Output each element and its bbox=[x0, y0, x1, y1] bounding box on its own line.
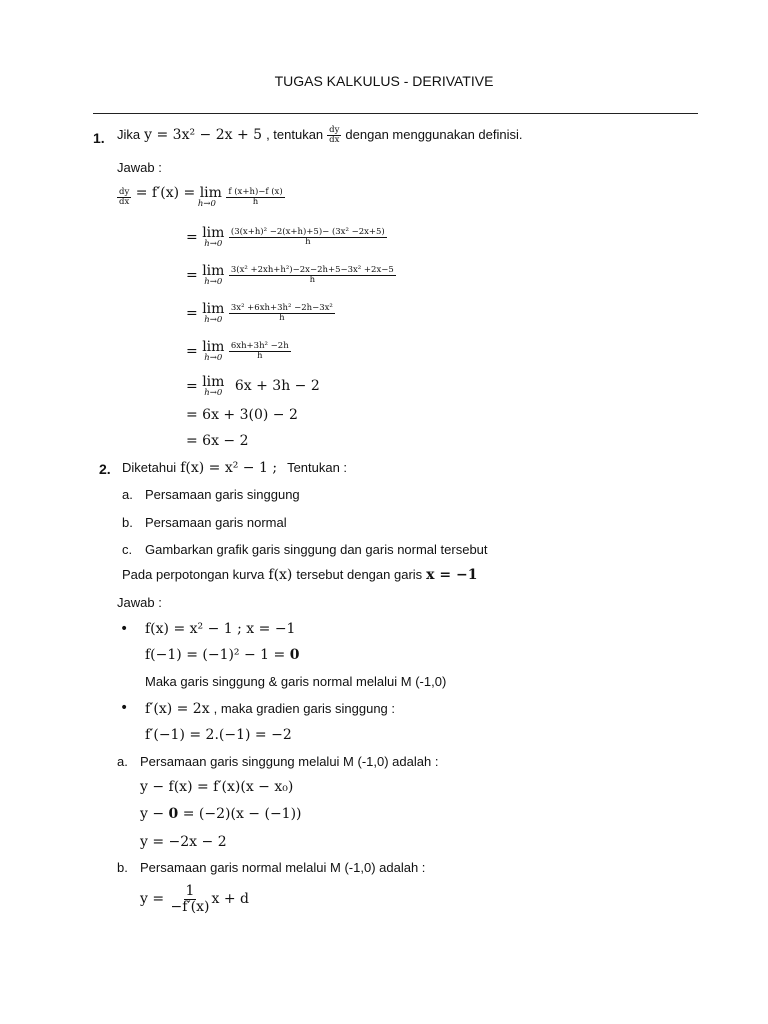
q2-item-b-label: b. bbox=[122, 515, 133, 530]
bullet-1-line-3: Maka garis singgung & garis normal melalui M (-1,0) bbox=[145, 674, 447, 689]
q2-pada-line: Pada perpotongan kurva f(x) tersebut dengan garis x = −1 bbox=[122, 567, 478, 583]
part-b-label: b. bbox=[117, 860, 128, 875]
bullet-2-glyph: • bbox=[120, 700, 129, 716]
step-2-fraction: $\frac{\text{3(x² +2xh+h²)−2x−2h+5−3x² +2x−5}}{h}$ bbox=[230, 264, 394, 285]
bullet-1-line-1: f(x) = x² − 1 ; x = −1 bbox=[145, 621, 296, 637]
q1-step-0 bbox=[117, 186, 285, 209]
part-b-equation: y = $\frac{1}{-f'(x)}$ x + d bbox=[140, 883, 249, 915]
q2-item-a-text: Persamaan garis singgung bbox=[145, 487, 300, 502]
q2-tentukan-text: Tentukan : bbox=[287, 460, 348, 475]
q2-item-c-label: c. bbox=[122, 542, 133, 557]
q2-item-c-text: Gambarkan grafik garis singgung dan garis normal tersebut bbox=[145, 542, 488, 557]
q2-function: f(x) = x² − 1 ; bbox=[180, 460, 278, 476]
q1-step-6: = 6x + 3(0) − 2 bbox=[186, 407, 298, 423]
bullet-1-line-2: f(−1) = (−1)² − 1 = 0 bbox=[145, 647, 300, 663]
q2-jawab-label: Jawab : bbox=[117, 595, 162, 610]
q1-step-3: = lim h→0 $\frac{\text{3x² +6xh+3h² −2h−3x²}}{h}$ bbox=[186, 301, 333, 325]
step-4-fraction: $\frac{\text{6xh+3h² −2h}}{h}$ bbox=[230, 340, 289, 361]
q1-step-5: = lim h→0 6x + 3h − 2 bbox=[186, 374, 320, 398]
question-1-statement bbox=[117, 126, 523, 145]
question-1-number: 1. bbox=[93, 130, 105, 146]
document-title: TUGAS KALKULUS - DERIVATIVE bbox=[274, 73, 494, 89]
q1-jika-text: Jika bbox=[117, 127, 141, 143]
part-a-equation-2: y − 0 = (−2)(x − (−1)) bbox=[140, 806, 302, 822]
part-b-text: Persamaan garis normal melalui M (-1,0) adalah : bbox=[140, 860, 426, 875]
dydx-fraction-lhs: $\frac{dy}{dx}$ bbox=[119, 186, 130, 207]
q1-jawab-label: Jawab : bbox=[117, 160, 162, 175]
step-5-expression: 6x + 3h − 2 bbox=[234, 378, 320, 395]
bullet-2-line-1: f′(x) = 2x , maka gradien garis singgung : bbox=[145, 701, 396, 717]
step-0-fraction: $\frac{f (x+h)-f (x)}{h}$ bbox=[228, 186, 283, 207]
part-a-equation-1: y − f(x) = f′(x)(x − x₀) bbox=[140, 779, 294, 795]
question-2-statement bbox=[122, 459, 347, 477]
q2-item-a-label: a. bbox=[122, 487, 133, 502]
part-a-equation-3: y = −2x − 2 bbox=[140, 834, 227, 850]
step-1-fraction: $\frac{\text{(3(x+h)² −2(x+h)+5)− (3x² −2x+5)}}{h}$ bbox=[230, 226, 385, 247]
q1-step-1: = lim h→0 $\frac{\text{(3(x+h)² −2(x+h)+5)− (3x² −2x+5)}}{h}$ bbox=[186, 225, 385, 249]
bullet-2-line-2: f′(−1) = 2.(−1) = −2 bbox=[145, 727, 292, 743]
part-a-text: Persamaan garis singgung melalui M (-1,0) adalah : bbox=[140, 754, 439, 769]
title-divider bbox=[93, 113, 698, 114]
q1-step-2: = lim h→0 $\frac{\text{3(x² +2xh+h²)−2x−2h+5−3x² +2x−5}}{h}$ bbox=[186, 263, 394, 287]
q1-step-4: = lim h→0 $\frac{\text{6xh+3h² −2h}}{h}$ bbox=[186, 339, 289, 363]
part-a-label: a. bbox=[117, 754, 128, 769]
bullet-1-glyph: • bbox=[120, 621, 129, 637]
q1-equation: y = 3x² − 2x + 5 bbox=[144, 127, 263, 144]
q1-tentukan-text: , tentukan bbox=[266, 127, 324, 143]
limit-operator: = f′(x) = lim h→0 bbox=[135, 185, 222, 209]
question-2-number: 2. bbox=[99, 461, 111, 477]
q1-step-7: = 6x − 2 bbox=[186, 433, 249, 449]
q1-definisi-text: dengan menggunakan definisi. bbox=[345, 127, 523, 143]
q2-diketahui-text: Diketahui bbox=[122, 460, 177, 475]
dydx-fraction: $\frac{dy}{dx}$ bbox=[329, 125, 340, 145]
step-3-fraction: $\frac{\text{3x² +6xh+3h² −2h−3x²}}{h}$ bbox=[230, 302, 333, 323]
q2-item-b-text: Persamaan garis normal bbox=[145, 515, 287, 530]
part-b-fraction: $\frac{1}{-f'(x)}$ bbox=[170, 883, 210, 915]
